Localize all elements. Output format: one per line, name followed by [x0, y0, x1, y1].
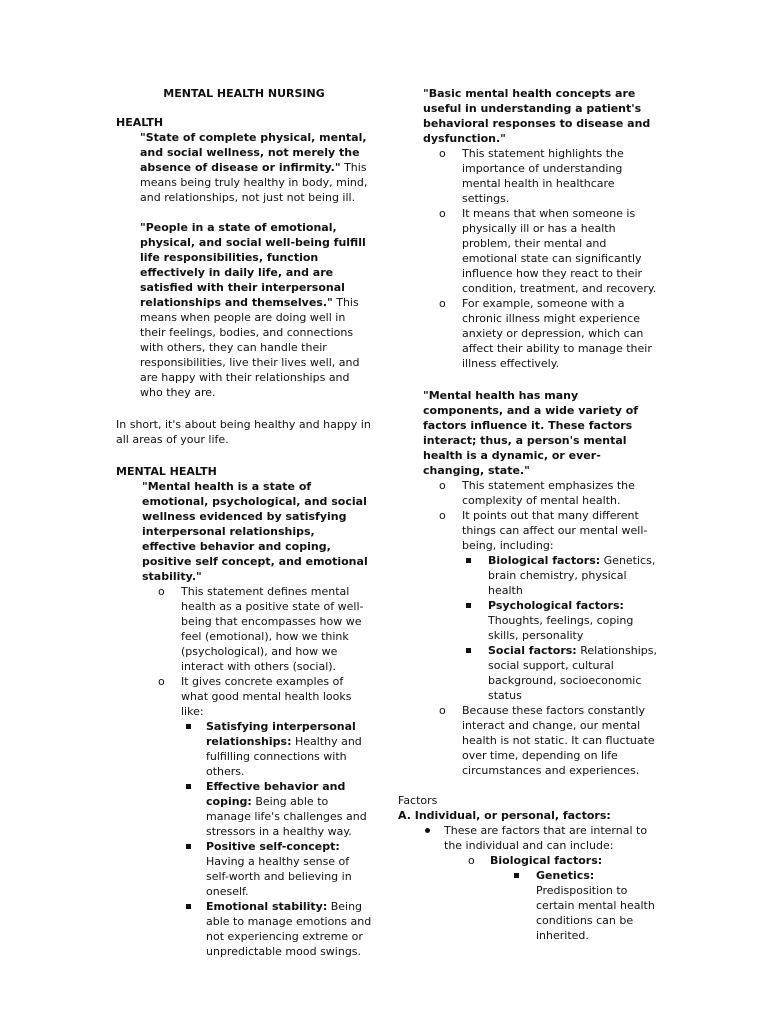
square-bullet-icon — [514, 873, 519, 878]
mh-example-item — [116, 719, 372, 779]
factor-item — [398, 598, 660, 643]
factor-item — [398, 643, 660, 703]
health-def2-explain: This means when people are doing well in their feelings, bodies, and connections with others, they can handle their responsibilities, live their lives well, and are happy with their relationships and who they are. — [140, 296, 360, 399]
components-point-1 — [398, 478, 660, 508]
factor-label: Social factors: — [488, 644, 577, 657]
square-bullet-icon — [186, 844, 191, 849]
mh-def-quote: "Mental health is a state of emotional, psychological, and social wellness evidenced by satisfying interpersonal relationships, effective behavior and coping, positive self concept, and emotional stability." — [142, 480, 368, 583]
bullet-dot-icon — [425, 828, 430, 833]
components-point-2 — [398, 508, 660, 553]
health-definition-2 — [116, 220, 372, 400]
short-summary: In short, it's about being healthy and happy in all areas of your life. — [116, 418, 371, 446]
genetics-item — [398, 868, 660, 943]
basic-point — [398, 146, 660, 206]
mental-health-definition — [116, 479, 372, 584]
circle-bullet-icon: o — [439, 704, 446, 717]
square-bullet-icon — [466, 558, 471, 563]
mh-example-text: Healthy and fulfilling connections with others. — [206, 735, 362, 778]
mh-example-text: Being able to manage emotions and not experiencing extreme or unpredictable mood swings. — [206, 900, 372, 958]
mh-point-2-text: It gives concrete examples of what good mental health looks like: — [181, 675, 352, 718]
genetics-label: Genetics: — [536, 869, 595, 882]
factors-a-desc — [398, 823, 660, 853]
components-point-2-text: It points out that many different things can affect our mental well-being, including: — [462, 509, 648, 552]
circle-bullet-icon: o — [158, 585, 165, 598]
document-title: MENTAL HEALTH NURSING — [163, 87, 325, 100]
factors-a-desc-text: These are factors that are internal to the individual and can include: — [444, 824, 648, 852]
basic-point-text: It means that when someone is physically ill or has a health problem, their mental and emotional state can significantly influence how they react to their condition, treatment, and recovery. — [462, 207, 657, 295]
components-point-1-text: This statement emphasizes the complexity of mental health. — [462, 479, 635, 507]
health-definition-1 — [116, 130, 372, 205]
basic-concepts-quote-text: "Basic mental health concepts are useful in understanding a patient's behavioral responses to disease and dysfunction." — [423, 87, 651, 145]
circle-bullet-icon: o — [158, 675, 165, 688]
factor-text: Thoughts, feelings, coping skills, personality — [488, 614, 634, 642]
factor-text: Relationships, social support, cultural background, socioeconomic status — [488, 644, 657, 702]
genetics-text: Predisposition to certain mental health conditions can be inherited. — [536, 884, 655, 942]
health-def1-quote: "State of complete physical, mental, and social wellness, not merely the absence of disease or infirmity." — [140, 131, 367, 174]
circle-bullet-icon: o — [439, 509, 446, 522]
circle-bullet-icon: o — [439, 207, 446, 220]
mh-example-label: Effective behavior and coping: — [206, 780, 346, 808]
bio-factors-item — [398, 853, 660, 868]
factors-a-heading: A. Individual, or personal, factors: — [398, 809, 611, 822]
mh-point-1-text: This statement defines mental health as a positive state of well-being that encompasses how we feel (emotional), how we think (psychological), and how we interact with others (social). — [181, 585, 364, 673]
mental-health-heading: MENTAL HEALTH — [116, 465, 217, 478]
left-column — [116, 86, 372, 959]
mh-example-item — [116, 839, 372, 899]
basic-point-text: For example, someone with a chronic illness might experience anxiety or depression, which can affect their ability to manage their illness effectively. — [462, 297, 652, 370]
components-quote — [398, 388, 660, 478]
mh-example-text: Being able to manage life's challenges and stressors in a healthy way. — [206, 795, 367, 838]
factor-item — [398, 553, 660, 598]
mh-example-text: Having a healthy sense of self-worth and believing in oneself. — [206, 855, 352, 898]
square-bullet-icon — [466, 603, 471, 608]
square-bullet-icon — [186, 784, 191, 789]
square-bullet-icon — [186, 724, 191, 729]
health-def1-explain: This means being truly healthy in body, mind, and relationships, not just not being ill. — [140, 161, 368, 204]
health-heading: HEALTH — [116, 116, 164, 129]
components-point-3-text: Because these factors constantly interact and change, our mental health is not static. It can fluctuate over time, depending on life circumstances and experiences. — [462, 704, 655, 777]
mh-point-2 — [116, 674, 372, 719]
components-point-3 — [398, 703, 660, 778]
basic-concepts-quote — [398, 86, 660, 146]
square-bullet-icon — [466, 648, 471, 653]
right-column — [398, 86, 660, 943]
basic-point — [398, 296, 660, 371]
basic-point — [398, 206, 660, 296]
square-bullet-icon — [186, 904, 191, 909]
components-quote-text: "Mental health has many components, and a wide variety of factors influence it. These factors interact; thus, a person's mental health is a dynamic, or ever-changing, state." — [423, 389, 639, 477]
factor-text: Genetics, brain chemistry, physical health — [488, 554, 656, 597]
mh-example-label: Satisfying interpersonal relationships: — [206, 720, 356, 748]
mh-example-label: Positive self-concept: — [206, 840, 340, 853]
factor-label: Biological factors: — [488, 554, 601, 567]
circle-bullet-icon: o — [468, 854, 475, 867]
circle-bullet-icon: o — [439, 479, 446, 492]
mh-example-label: Emotional stability: — [206, 900, 328, 913]
factor-label: Psychological factors: — [488, 599, 624, 612]
bio-factors-label: Biological factors: — [490, 854, 603, 867]
mh-example-item — [116, 779, 372, 839]
circle-bullet-icon: o — [439, 297, 446, 310]
mh-example-item — [116, 899, 372, 959]
basic-point-text: This statement highlights the importance of understanding mental health in healthcare settings. — [462, 147, 624, 205]
factors-label: Factors — [398, 794, 438, 807]
health-def2-quote: "People in a state of emotional, physical, and social well-being fulfill life responsibilities, function effectively in daily life, and are satisfied with their interpersonal relationships and themselves." — [140, 221, 366, 309]
circle-bullet-icon: o — [439, 147, 446, 160]
mh-point-1 — [116, 584, 372, 674]
